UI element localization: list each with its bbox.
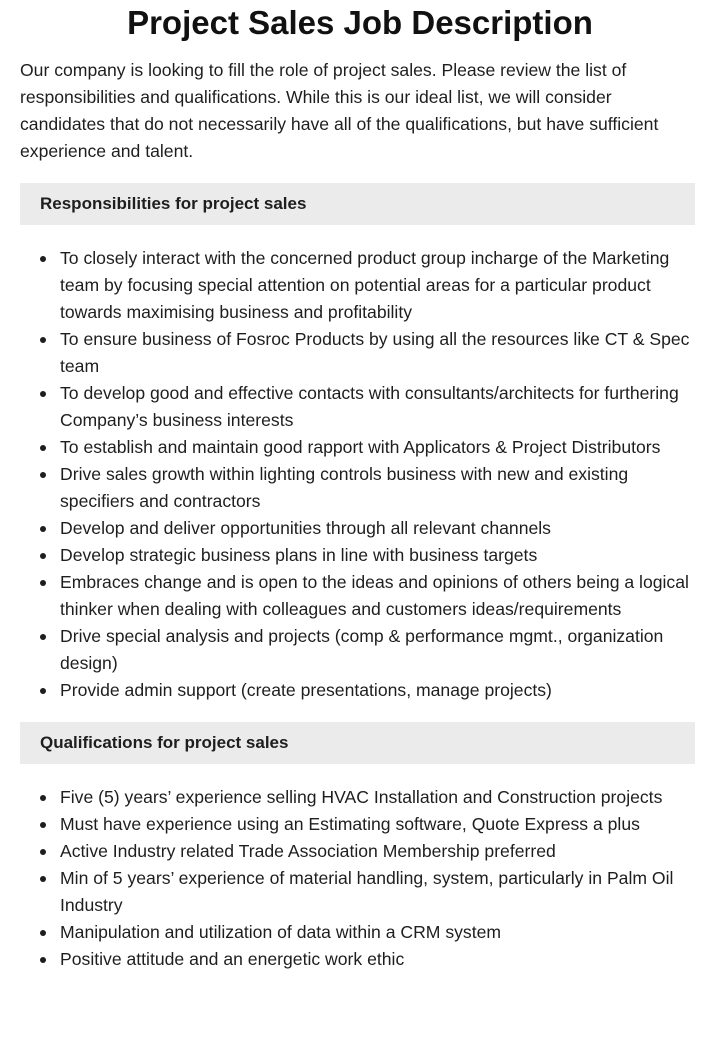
list-item-text: Active Industry related Trade Association Membership preferred <box>60 841 556 861</box>
list-item-text: To establish and maintain good rapport with Applicators & Project Distributors <box>60 437 661 457</box>
bullet-icon <box>40 391 46 397</box>
list-item <box>20 865 700 919</box>
qualifications-header: Qualifications for project sales <box>20 722 695 764</box>
bullet-icon <box>40 634 46 640</box>
bullet-icon <box>40 580 46 586</box>
page-title: Project Sales Job Description <box>127 4 593 41</box>
list-item <box>20 380 700 434</box>
bullet-icon <box>40 795 46 801</box>
list-item <box>20 946 700 973</box>
list-item-text: To develop good and effective contacts with consultants/architects for furthering Company’s business interests <box>60 383 679 430</box>
bullet-icon <box>40 337 46 343</box>
list-item-text: Provide admin support (create presentations, manage projects) <box>60 680 552 700</box>
bullet-icon <box>40 553 46 559</box>
list-item <box>20 569 700 623</box>
bullet-icon <box>40 472 46 478</box>
bullet-icon <box>40 526 46 532</box>
list-item-text: Min of 5 years’ experience of material handling, system, particularly in Palm Oil Industry <box>60 868 674 915</box>
bullet-icon <box>40 957 46 963</box>
list-item <box>20 919 700 946</box>
list-item <box>20 461 700 515</box>
list-item-text: Five (5) years’ experience selling HVAC Installation and Construction projects <box>60 787 663 807</box>
bullet-icon <box>40 445 46 451</box>
list-item-text: Manipulation and utilization of data within a CRM system <box>60 922 502 942</box>
responsibilities-header: Responsibilities for project sales <box>20 183 695 225</box>
list-item-text: Embraces change and is open to the ideas and opinions of others being a logical thinker when dealing with colleagues and customers ideas/requirements <box>60 572 689 619</box>
intro-paragraph: Our company is looking to fill the role of project sales. Please review the list of responsibilities and qualifications. While this is our ideal list, we will consider candidates that do not necessarily have all of the qualifications, but have sufficient experience and talent. <box>20 60 659 161</box>
list-item-text: Must have experience using an Estimating software, Quote Express a plus <box>60 814 640 834</box>
list-item <box>20 677 700 704</box>
list-item <box>20 542 700 569</box>
list-item-text: To closely interact with the concerned product group incharge of the Marketing team by focusing special attention on potential areas for a particular product towards maximising business and profitability <box>60 248 670 322</box>
bullet-icon <box>40 688 46 694</box>
list-item <box>20 623 700 677</box>
qualifications-list <box>20 784 700 973</box>
list-item-text: Positive attitude and an energetic work ethic <box>60 949 405 969</box>
list-item <box>20 326 700 380</box>
bullet-icon <box>40 849 46 855</box>
list-item-text: Develop and deliver opportunities through all relevant channels <box>60 518 551 538</box>
responsibilities-list <box>20 245 700 704</box>
list-item <box>20 811 700 838</box>
bullet-icon <box>40 930 46 936</box>
list-item-text: Develop strategic business plans in line with business targets <box>60 545 538 565</box>
list-item-text: To ensure business of Fosroc Products by using all the resources like CT & Spec team <box>60 329 690 376</box>
list-item <box>20 784 700 811</box>
list-item <box>20 838 700 865</box>
list-item <box>20 515 700 542</box>
bullet-icon <box>40 876 46 882</box>
list-item-text: Drive sales growth within lighting controls business with new and existing specifiers and contractors <box>60 464 629 511</box>
bullet-icon <box>40 822 46 828</box>
list-item <box>20 434 700 461</box>
list-item <box>20 245 700 326</box>
list-item-text: Drive special analysis and projects (comp & performance mgmt., organization design) <box>60 626 664 673</box>
bullet-icon <box>40 256 46 262</box>
